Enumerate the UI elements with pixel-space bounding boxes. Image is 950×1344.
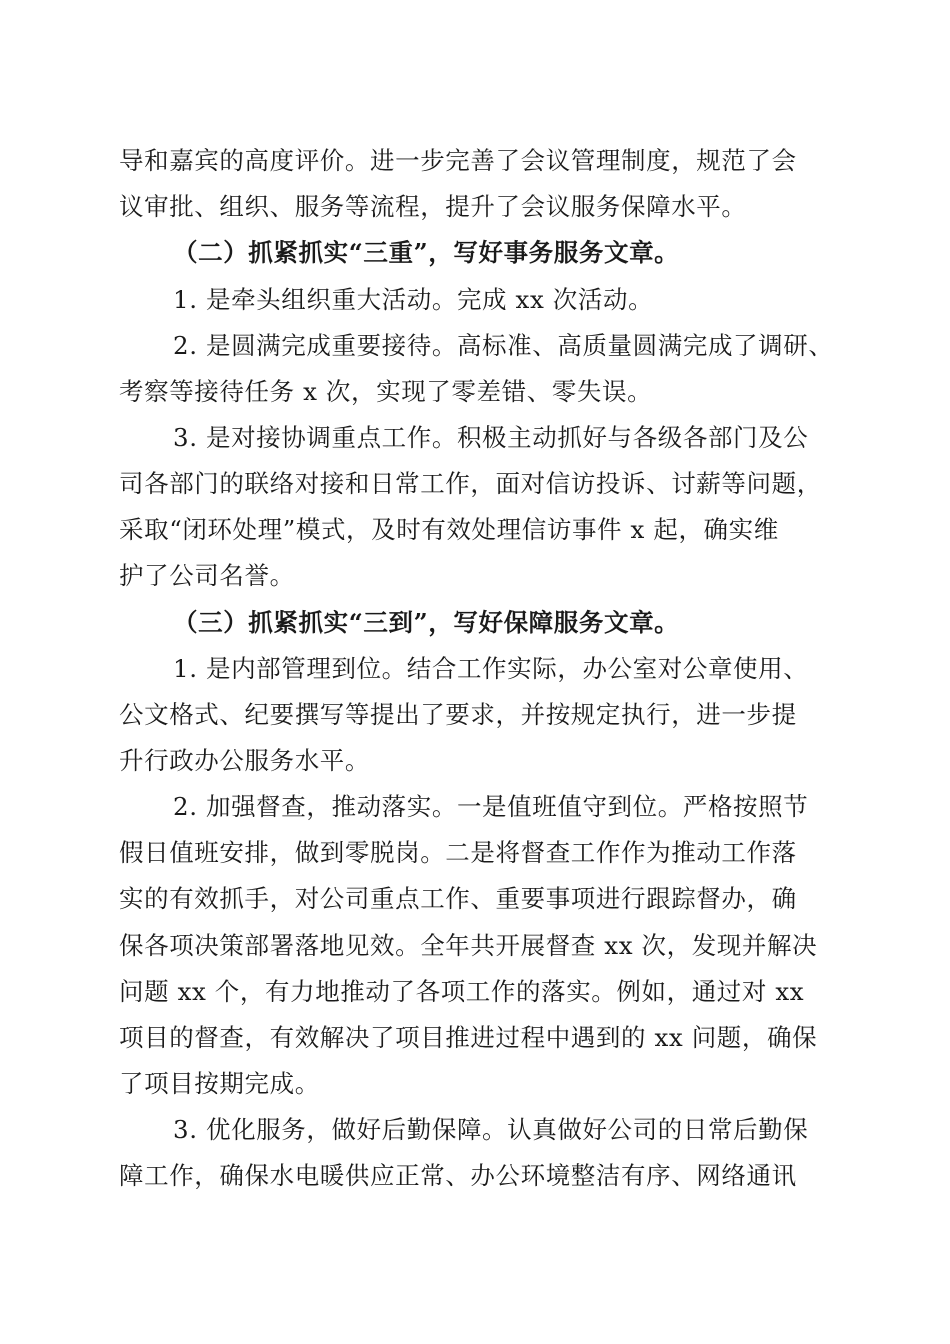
section-heading-3: （三）抓紧抓实“三到”，写好保障服务文章。 <box>173 608 680 637</box>
text-line-8: 司各部门的联络对接和日常工作，面对信访投诉、讨薪等问题， <box>119 469 822 498</box>
text-line-9: 采取“闭环处理”模式，及时有效处理信访事件 x 起，确实维 <box>119 515 779 544</box>
text-line-12: 1. 是内部管理到位。结合工作实际，办公室对公章使用、 <box>173 654 809 683</box>
text-line-17: 实的有效抓手，对公司重点工作、重要事项进行跟踪督办，确 <box>119 884 797 913</box>
text-line-19: 问题 xx 个，有力地推动了各项工作的落实。例如，通过对 xx <box>119 977 805 1006</box>
text-line-22: 3. 优化服务，做好后勤保障。认真做好公司的日常后勤保 <box>173 1115 809 1144</box>
section-heading-2: （二）抓紧抓实“三重”，写好事务服务文章。 <box>173 238 680 267</box>
text-line-16: 假日值班安排，做到零脱岗。二是将督查工作作为推动工作落 <box>119 838 797 867</box>
text-line-13: 公文格式、纪要撰写等提出了要求，并按规定执行，进一步提 <box>119 700 797 729</box>
text-line-10: 护了公司名誉。 <box>119 561 295 590</box>
text-line-6: 考察等接待任务 x 次，实现了零差错、零失误。 <box>119 377 653 406</box>
text-line-2: 议审批、组织、服务等流程，提升了会议服务保障水平。 <box>119 192 747 221</box>
text-line-15: 2. 加强督查，推动落实。一是值班值守到位。严格按照节 <box>173 792 809 821</box>
text-line-21: 了项目按期完成。 <box>119 1069 320 1098</box>
text-line-20: 项目的督查，有效解决了项目推进过程中遇到的 xx 问题，确保 <box>119 1023 818 1052</box>
text-line-7: 3. 是对接协调重点工作。积极主动抓好与各级各部门及公 <box>173 423 809 452</box>
text-line-18: 保各项决策部署落地见效。全年共开展督查 xx 次，发现并解决 <box>119 931 818 960</box>
text-line-23: 障工作，确保水电暖供应正常、办公环境整洁有序、网络通讯 <box>119 1161 797 1190</box>
text-line-14: 升行政办公服务水平。 <box>119 746 370 775</box>
text-line-5: 2. 是圆满完成重要接待。高标准、高质量圆满完成了调研、 <box>173 331 834 360</box>
text-line-1: 导和嘉宾的高度评价。进一步完善了会议管理制度，规范了会 <box>119 146 797 175</box>
text-line-4: 1. 是牵头组织重大活动。完成 xx 次活动。 <box>173 285 654 314</box>
